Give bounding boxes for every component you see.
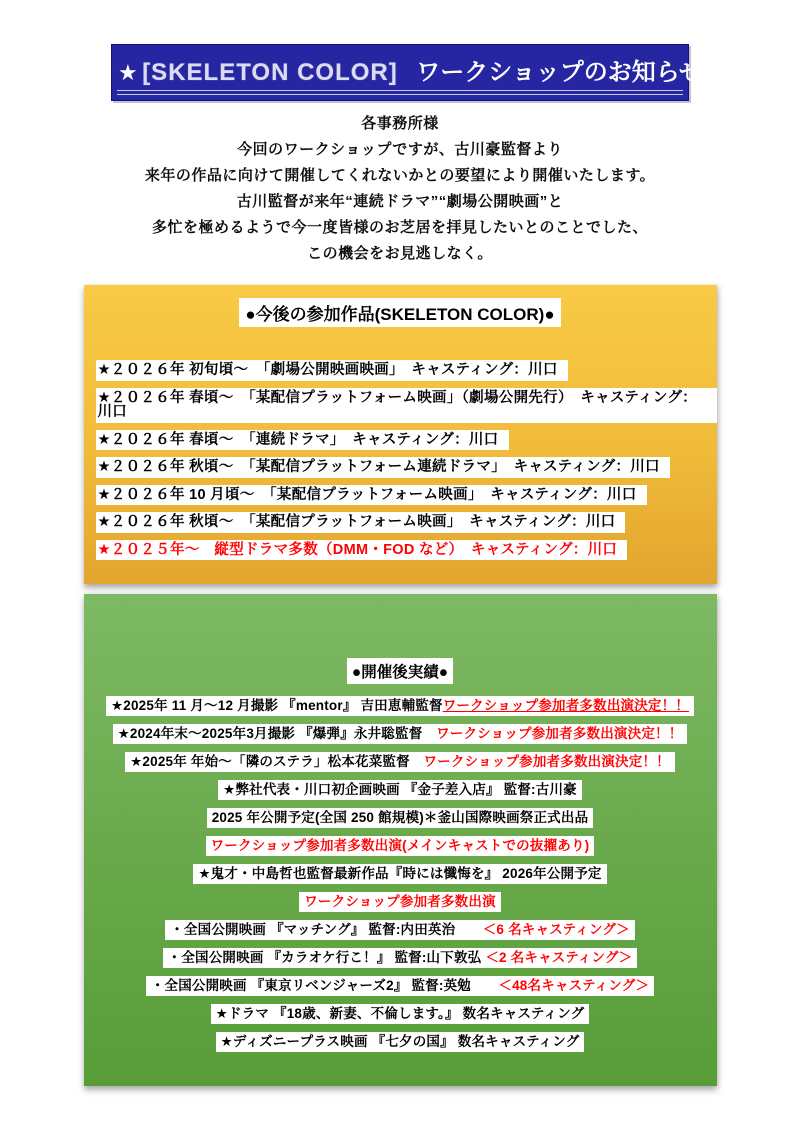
result-text-black: ★2025年 年始～「隣のステラ」松本花菜監督	[130, 754, 424, 769]
result-text-red: ＜48名キャスティング＞	[498, 978, 650, 993]
upcoming-header-row	[84, 298, 717, 327]
result-text-black: ★2024年末～2025年3月撮影 『爆弾』永井聡監督	[117, 726, 437, 741]
result-item	[84, 864, 717, 884]
result-text-black: ★2025年 11 月～12 月撮影 『mentor』 吉田恵輔監督	[110, 698, 443, 713]
result-text-red: ワークショップ参加者多数出演決定！！	[442, 698, 690, 713]
upcoming-item	[96, 457, 717, 478]
upcoming-item-highlight	[96, 540, 717, 561]
result-item	[84, 1004, 717, 1024]
banner-double-underline	[117, 90, 683, 95]
intro-line: 来年の作品に向けて開催してくれないかとの要望により開催いたします。	[144, 167, 656, 184]
result-item	[84, 1032, 717, 1052]
banner-star-left: ★	[118, 60, 138, 85]
upcoming-item-text: ★２０２５年～ 縦型ドラマ多数（DMM・FOD など） キャスティング：川口	[96, 540, 628, 561]
result-text-red: ワークショップ参加者多数出演決定！！	[423, 754, 670, 769]
result-text-black: ・全国公開映画 『マッチング』 監督:内田英治	[170, 922, 483, 937]
page	[0, 44, 800, 1126]
results-header: ●開催後実績●	[347, 658, 453, 684]
result-text-red: ＜6 名キャスティング＞	[482, 922, 630, 937]
results-header-row	[84, 658, 717, 684]
intro-paragraph	[0, 115, 800, 262]
result-text-black: ・全国公開映画 『東京リベンジャーズ2』 監督:英勉	[150, 978, 499, 993]
result-item	[84, 724, 717, 744]
result-text-red: ワークショップ参加者多数出演(メインキャストでの抜擢あり)	[210, 838, 590, 853]
result-item	[84, 948, 717, 968]
banner-title: ワークショップのお知らせ ★	[416, 59, 732, 86]
upcoming-item	[96, 485, 717, 506]
result-item	[84, 976, 717, 996]
result-item	[84, 780, 717, 800]
result-item	[84, 808, 717, 828]
upcoming-item	[96, 388, 717, 423]
result-item	[84, 752, 717, 772]
result-item	[84, 892, 717, 912]
result-item	[84, 836, 717, 856]
upcoming-item	[96, 360, 717, 381]
result-text-black: 2025 年公開予定(全国 250 館規模)＊釜山国際映画祭正式出品	[211, 810, 589, 825]
result-text-black: ★ドラマ 『18歳、新妻、不倫します。』 数名キャスティング	[215, 1006, 585, 1021]
result-item	[84, 696, 717, 716]
upcoming-works-box	[84, 285, 717, 584]
result-item	[84, 920, 717, 940]
upcoming-item-text: ★２０２６年 10 月頃～ 「某配信プラットフォーム映画」 キャスティング：川口	[96, 485, 647, 506]
intro-line: この機会をお見逃しなく。	[307, 245, 493, 262]
intro-line: 古川監督が来年“連続ドラマ”“劇場公開映画”と	[236, 193, 564, 210]
notice-banner	[111, 44, 732, 101]
upcoming-item-text: ★２０２６年 秋頃～ 「某配信プラットフォーム映画」 キャスティング：川口	[96, 512, 626, 533]
intro-line: 各事務所様	[361, 115, 439, 132]
result-text-red: ＜2 名キャスティング＞	[485, 950, 633, 965]
intro-line: 多忙を極めるようで今一度皆様のお芝居を拝見したいとのことでした、	[151, 219, 648, 236]
banner-brand: [SKELETON COLOR]	[142, 59, 398, 86]
intro-line: 今回のワークショップですが、古川豪監督より	[237, 141, 563, 158]
result-text-red: ワークショップ参加者多数出演	[304, 894, 496, 909]
upcoming-item-text: ★２０２６年 春頃～ 「某配信プラットフォーム映画」（劇場公開先行） キャスティング：川口	[96, 388, 717, 423]
upcoming-item	[96, 430, 717, 451]
upcoming-item-text: ★２０２６年 春頃～ 「連続ドラマ」 キャスティング：川口	[96, 430, 509, 451]
past-results-box	[84, 594, 717, 1086]
result-text-black: ★鬼才・中島哲也監督最新作品『時には懺悔を』 2026年公開予定	[198, 866, 602, 881]
upcoming-item	[96, 512, 717, 533]
result-text-black: ・全国公開映画 『カラオケ行こ！』 監督:山下敦弘	[167, 950, 486, 965]
upcoming-header: ●今後の参加作品(SKELETON COLOR)●	[239, 298, 560, 327]
results-list	[84, 696, 717, 1052]
result-text-black: ★ディズニープラス映画 『七夕の国』 数名キャスティング	[220, 1034, 580, 1049]
upcoming-item-text: ★２０２６年 秋頃～ 「某配信プラットフォーム連続ドラマ」 キャスティング：川口	[96, 457, 670, 478]
upcoming-list	[84, 360, 717, 560]
result-text-black: ★弊社代表・川口初企画映画 『金子差入店』 監督:古川豪	[223, 782, 577, 797]
result-text-red: ワークショップ参加者多数出演決定！！	[436, 726, 683, 741]
upcoming-item-text: ★２０２６年 初旬頃～ 「劇場公開映画映画」 キャスティング：川口	[96, 360, 568, 381]
